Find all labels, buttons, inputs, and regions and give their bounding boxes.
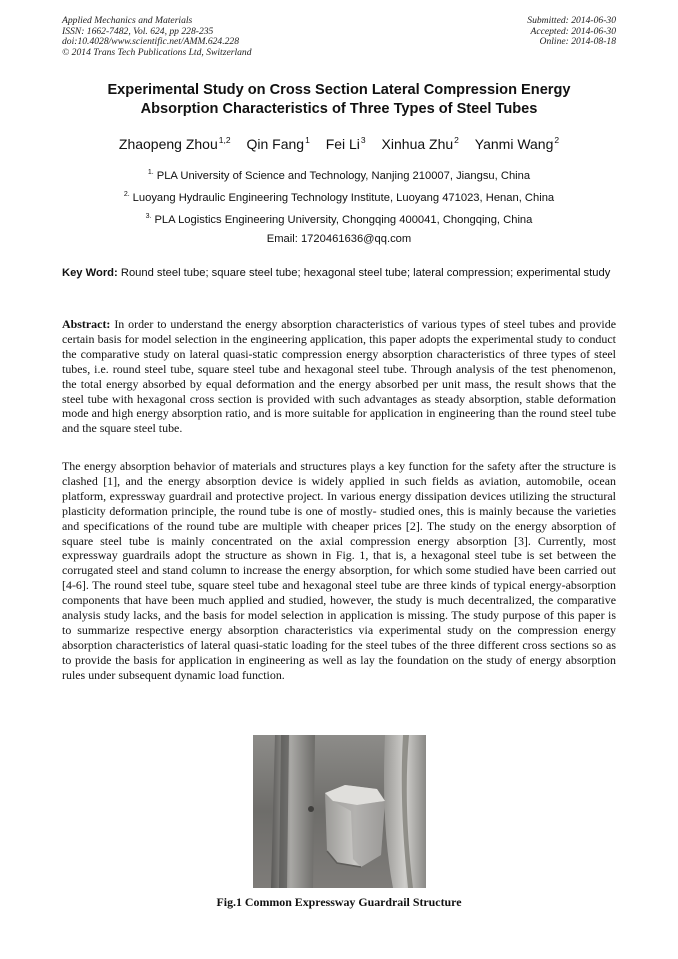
keywords-label: Key Word: xyxy=(62,267,118,279)
author: Zhaopeng Zhou$^{1,2}$ xyxy=(118,135,231,152)
title-line-2: Absorption Characteristics of Three Types of Steel Tubes xyxy=(140,101,538,117)
submitted-date: Submitted: 2014-06-30 xyxy=(527,15,616,26)
accepted-date: Accepted: 2014-06-30 xyxy=(530,25,616,37)
affiliation-3: $^{3.}$ PLA Logistics Engineering University, Chongqing 400041, Chongqing, China xyxy=(145,213,533,226)
journal-header xyxy=(62,16,252,58)
intro-paragraph: The energy absorption behavior of materials and structures plays a key function for the safety after the structure is clashed [1], and the energy absorption device is widely applied in such fields as aviation, automobile, ocean platform, expressway guardrail and protective project. In various energy dissipation devices utilizing the structural plasticity deformation principle, the round tube is one of mostly- studied ones, this is mainly because the varieties and specifications of the round tube are multiple with cheaper prices [2]. The study on the energy absorption of square steel tube is mainly concentrated on the axial compression energy absorption [3]. Currently, most expressway guardrails adopt the structure as shown in Fig. 1, that is, a hexagonal steel tube is set between the corrugated steel and stand column to increase the energy absorption, for which some studied have been carried out [4-6]. The round steel tube, square steel tube and hexagonal steel tube are three kinds of typical energy-absorption components that have been much applied and studied, however, the study is much decentralized, the comparative analysis study lacks, and the basis for model selection in application is missing. The study purpose of this paper is to summarize respective energy absorption characteristics via experimental study on the compression energy absorption characteristics of lateral quasi-static loading for the steel tubes of the three different cross sections so as to provide the basis for application in engineering as well as lay the foundation on the study of energy absorption rules under subsequent dynamic load function. xyxy=(62,459,616,682)
keywords xyxy=(62,266,616,280)
abstract-text: In order to understand the energy absorption characteristics of various types of steel tubes and provide certain basis for model selection in the engineering application, this paper adopts the experimental study to conduct the comparative study on lateral quasi-static compression energy absorption characteristics of three types of steel tubes, i.e. round steel tube, square steel tube and hexagonal steel tube. Through analysis of the test phenomenon, the total energy absorbed by equal deformation and the energy absorbed per unit mass, the result shows that the steel tube with hexagonal cross section is provided with such advantages as steady absorption, stable deformation mode and high energy absorption ratio, and is more suitable for application in engineering than the round steel tube and the square steel tube. xyxy=(62,317,617,436)
title-line-1: Experimental Study on Cross Section Lateral Compression Energy xyxy=(107,82,571,98)
journal-name: Applied Mechanics and Materials xyxy=(62,15,193,26)
abstract xyxy=(62,317,616,436)
abstract-label: Abstract: xyxy=(62,317,111,331)
issn-line: ISSN: 1662-7482, Vol. 624, pp 228-235 xyxy=(62,25,214,37)
author-list xyxy=(62,131,616,153)
author: Yanmi Wang$^2$ xyxy=(474,135,560,152)
email: Email: 1720461636@qq.com xyxy=(266,233,412,245)
guardrail-illustration xyxy=(253,735,426,888)
author: Qin Fang$^1$ xyxy=(246,135,310,152)
keywords-text: Round steel tube; square steel tube; hexagonal steel tube; lateral compression; experimental study xyxy=(120,267,611,279)
affiliation-2: $^{2.}$ Luoyang Hydraulic Engineering Technology Institute, Luoyang 471023, Henan, China xyxy=(123,191,555,204)
dates-header xyxy=(527,16,616,48)
author: Xinhua Zhu$^2$ xyxy=(381,135,459,152)
doi-line: doi:10.4028/www.scientific.net/AMM.624.228 xyxy=(62,36,240,48)
affiliation-1: $^{1.}$ PLA University of Science and Technology, Nanjing 210007, Jiangsu, China xyxy=(147,169,531,182)
figure-caption: Fig.1 Common Expressway Guardrail Structure xyxy=(216,895,462,909)
online-date: Online: 2014-08-18 xyxy=(539,36,616,48)
paper-title xyxy=(62,81,616,119)
author: Fei Li$^3$ xyxy=(325,135,366,152)
copyright-line: © 2014 Trans Tech Publications Ltd, Switzerland xyxy=(62,46,252,58)
guardrail-photo xyxy=(253,735,426,888)
